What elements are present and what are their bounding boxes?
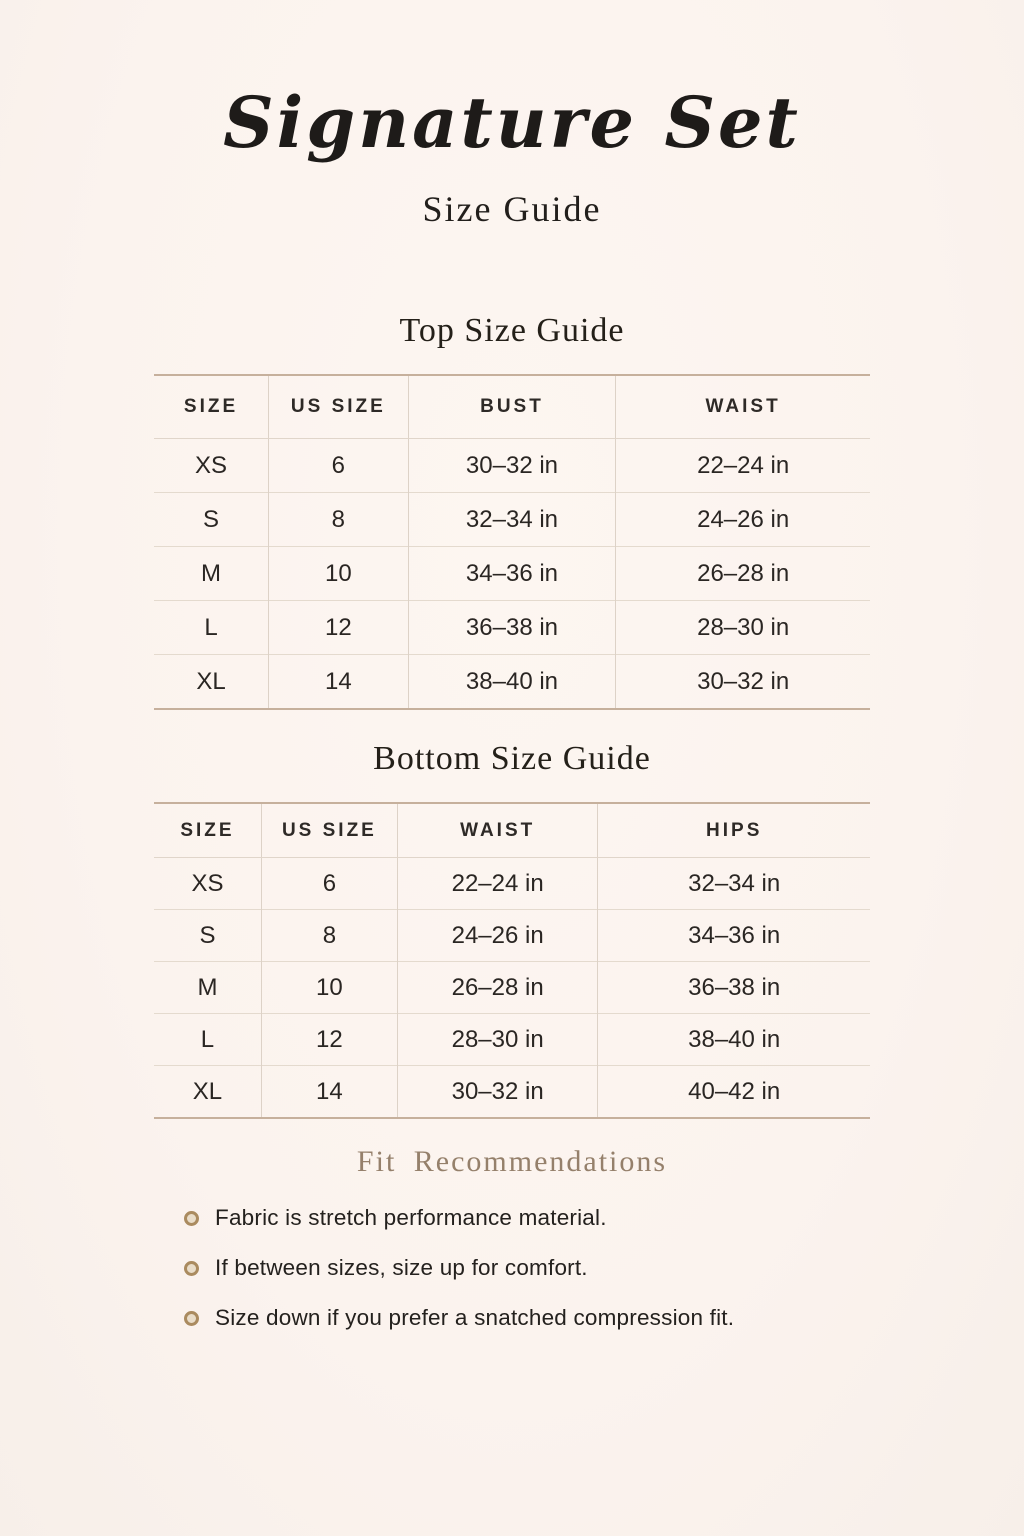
fit-recommendations-list: [154, 1205, 870, 1331]
fit-recommendation-text: Fabric is stretch performance material.: [215, 1205, 607, 1230]
top-size-table-body: [154, 439, 870, 710]
bottom-size-table-header: [154, 803, 870, 858]
table-cell: XL: [154, 655, 269, 710]
column-header-bust: BUST: [408, 375, 616, 439]
table-cell: 40–42 in: [598, 1066, 870, 1119]
table-cell: 14: [269, 655, 409, 710]
table-header-row: [154, 375, 870, 439]
table-row: [154, 1014, 870, 1066]
table-cell: S: [154, 493, 269, 547]
table-cell: 30–32 in: [408, 439, 616, 493]
table-cell: 10: [261, 962, 397, 1014]
column-header-size: SIZE: [154, 375, 269, 439]
column-header-waist: WAIST: [397, 803, 597, 858]
table-row: [154, 858, 870, 910]
table-cell: 12: [261, 1014, 397, 1066]
table-cell: 22–24 in: [397, 858, 597, 910]
table-cell: 24–26 in: [397, 910, 597, 962]
table-cell: 6: [269, 439, 409, 493]
column-header-waist: WAIST: [616, 375, 870, 439]
top-size-guide-heading: Top Size Guide: [399, 312, 625, 349]
column-header-size: SIZE: [154, 803, 261, 858]
table-cell: XL: [154, 1066, 261, 1119]
table-cell: 36–38 in: [598, 962, 870, 1014]
table-cell: 28–30 in: [616, 601, 870, 655]
column-header-us-size: US SIZE: [269, 375, 409, 439]
table-cell: XS: [191, 869, 224, 897]
table-cell: 8: [269, 493, 409, 547]
table-cell: 38–40 in: [598, 1014, 870, 1066]
list-item: [184, 1205, 870, 1231]
content-column: [154, 312, 870, 1331]
ring-bullet-icon: [184, 1311, 199, 1326]
table-cell: 28–30 in: [397, 1014, 597, 1066]
table-row: [154, 439, 870, 493]
page-subtitle: Size Guide: [422, 189, 602, 229]
table-cell: XS: [195, 451, 228, 479]
table-cell: 24–26 in: [616, 493, 870, 547]
ring-bullet-icon: [184, 1261, 199, 1276]
table-row: [154, 910, 870, 962]
table-cell: 36–38 in: [408, 601, 616, 655]
list-item: [184, 1255, 870, 1281]
ring-bullet-icon: [184, 1211, 199, 1226]
table-cell: M: [154, 962, 261, 1014]
table-cell: 22–24 in: [616, 439, 870, 493]
table-cell: 26–28 in: [397, 962, 597, 1014]
table-cell: 38–40 in: [408, 655, 616, 710]
table-cell: 6: [261, 858, 397, 910]
table-header-row: [154, 803, 870, 858]
table-row: [154, 1066, 870, 1119]
column-header-us-size: US SIZE: [261, 803, 397, 858]
table-row: [154, 655, 870, 710]
table-cell: 34–36 in: [598, 910, 870, 962]
table-row: [154, 601, 870, 655]
table-cell: L: [154, 1014, 261, 1066]
table-row: [154, 962, 870, 1014]
top-size-table-header: [154, 375, 870, 439]
table-row: [154, 547, 870, 601]
list-item: [184, 1305, 870, 1331]
table-cell: L: [154, 601, 269, 655]
fit-recommendations-heading: Fit Recommendations: [356, 1145, 668, 1178]
table-cell: M: [154, 547, 269, 601]
table-cell: 14: [261, 1066, 397, 1119]
table-cell: 32–34 in: [408, 493, 616, 547]
bottom-size-table-body: [154, 858, 870, 1119]
table-cell: 10: [269, 547, 409, 601]
fit-recommendation-text: If between sizes, size up for comfort.: [215, 1255, 588, 1280]
table-cell: S: [154, 910, 261, 962]
table-cell: 34–36 in: [408, 547, 616, 601]
table-cell: 30–32 in: [616, 655, 870, 710]
fit-recommendation-text: Size down if you prefer a snatched compression fit.: [215, 1305, 735, 1330]
bottom-size-table: [154, 802, 870, 1119]
table-cell: 12: [269, 601, 409, 655]
table-cell: 26–28 in: [616, 547, 870, 601]
table-cell: 8: [261, 910, 397, 962]
top-size-table: [154, 374, 870, 710]
column-header-hips: HIPS: [598, 803, 870, 858]
table-cell: 32–34 in: [598, 858, 870, 910]
table-row: [154, 493, 870, 547]
brand-title: Signature Set: [223, 81, 801, 164]
bottom-size-guide-heading: Bottom Size Guide: [373, 740, 651, 777]
table-cell: 30–32 in: [397, 1066, 597, 1119]
